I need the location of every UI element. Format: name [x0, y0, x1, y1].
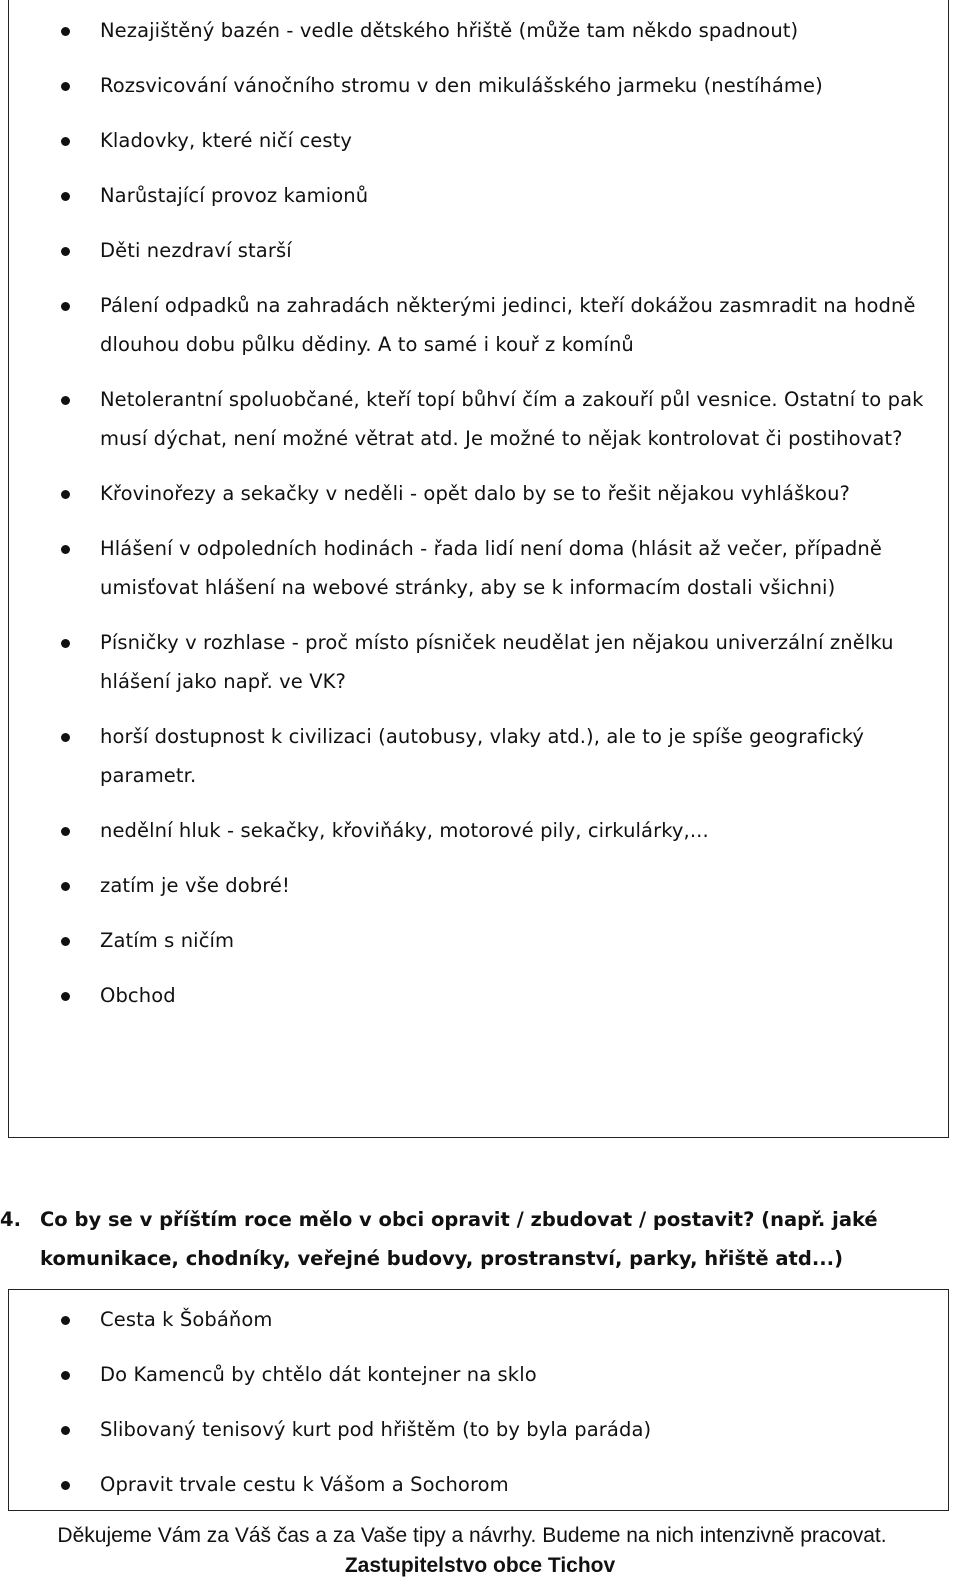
bullet-icon [61, 137, 70, 146]
list-item-text: Slibovaný tenisový kurt pod hřištěm (to by byla paráda) [100, 1418, 652, 1441]
list-item-text: nedělní hluk - sekačky, křoviňáky, motorové pily, cirkulárky,... [100, 819, 709, 842]
list-item [9, 474, 948, 513]
list-item [9, 66, 948, 105]
list-item-text: Rozsvicování vánočního stromu v den mikulášského jarmeku (nestíháme) [100, 74, 823, 97]
list-item-text: zatím je vše dobré! [100, 874, 290, 897]
list-item-text: Křovinořezy a sekačky v neděli - opět dalo by se to řešit nějakou vyhláškou? [100, 482, 850, 505]
list-item [9, 717, 948, 795]
list-item-text: Netolerantní spoluobčané, kteří topí bůhví čím a zakouří půl vesnice. Ostatní to pak musí dýchat, není možné větrat atd. Je možné to nějak kontrolovat či postihovat? [100, 388, 924, 450]
list-item-text: Nezajištěný bazén - vedle dětského hřiště (může tam někdo spadnout) [100, 19, 799, 42]
list-item-text: Písničky v rozhlase - proč místo písniček neudělat jen nějakou univerzální znělku hlášení jako např. ve VK? [100, 631, 894, 693]
bullet-icon [61, 1426, 70, 1435]
list-item [9, 921, 948, 960]
list-item [9, 529, 948, 607]
answers-box-question-3 [8, 0, 949, 1138]
signature: Zastupitelstvo obce Tichov [344, 1554, 616, 1577]
list-item [9, 1300, 948, 1339]
list-item-text: Cesta k Šobáňom [100, 1308, 273, 1331]
list-item [9, 11, 948, 50]
list-item [9, 380, 948, 458]
bullet-icon [61, 192, 70, 201]
list-item-text: Opravit trvale cestu k Vášom a Sochorom [100, 1473, 509, 1496]
bullet-icon [61, 882, 70, 891]
bullet-icon [61, 1371, 70, 1380]
answers-box-question-4 [8, 1289, 949, 1511]
bullet-icon [61, 992, 70, 1001]
list-item [9, 811, 948, 850]
list-item [9, 1410, 948, 1449]
bullet-icon [61, 1481, 70, 1490]
list-item-text: Do Kamenců by chtělo dát kontejner na sklo [100, 1363, 537, 1386]
bullet-icon [61, 639, 70, 648]
page-footer [0, 1521, 960, 1581]
list-item [9, 1465, 948, 1504]
bullet-icon [61, 1316, 70, 1325]
bullet-icon [61, 827, 70, 836]
list-item-text: horší dostupnost k civilizaci (autobusy, vlaky atd.), ale to je spíše geografický parametr. [100, 725, 865, 787]
question-text: Co by se v příštím roce mělo v obci opravit / zbudovat / postavit? (např. jaké komunikace, chodníky, veřejné budovy, prostranství, parky, hřiště atd...) [40, 1208, 878, 1270]
list-item-text: Hlášení v odpoledních hodinách - řada lidí není doma (hlásit až večer, případně umisťovat hlášení na webové stránky, aby se k informacím dostali všichni) [100, 537, 882, 599]
bullet-icon [61, 545, 70, 554]
list-item [9, 176, 948, 215]
list-item [9, 286, 948, 364]
bullet-icon [61, 937, 70, 946]
list-item-text: Děti nezdraví starší [100, 239, 292, 262]
list-item [9, 231, 948, 270]
list-item [9, 623, 948, 701]
list-item-text: Zatím s ničím [100, 929, 235, 952]
list-item-text: Kladovky, které ničí cesty [100, 129, 353, 152]
bullet-icon [61, 490, 70, 499]
bullet-icon [61, 396, 70, 405]
bullet-icon [61, 733, 70, 742]
list-item [9, 866, 948, 905]
list-item [9, 121, 948, 160]
thanks-text: Děkujeme Vám za Váš čas a za Vaše tipy a návrhy. Budeme na nich intenzivně pracovat. [57, 1524, 887, 1547]
list-item-text: Obchod [100, 984, 176, 1007]
list-item-text: Pálení odpadků na zahradách některými jedinci, kteří dokážou zasmradit na hodně dlouhou dobu půlku dědiny. A to samé i kouř z komínů [100, 294, 916, 356]
answers-list [9, 1300, 948, 1520]
bullet-icon [61, 27, 70, 36]
bullet-icon [61, 302, 70, 311]
list-item-text: Narůstající provoz kamionů [100, 184, 369, 207]
question-number: 4. [0, 1208, 21, 1231]
bullet-icon [61, 82, 70, 91]
list-item [9, 1355, 948, 1394]
answers-list [9, 11, 948, 1031]
list-item [9, 976, 948, 1015]
bullet-icon [61, 247, 70, 256]
